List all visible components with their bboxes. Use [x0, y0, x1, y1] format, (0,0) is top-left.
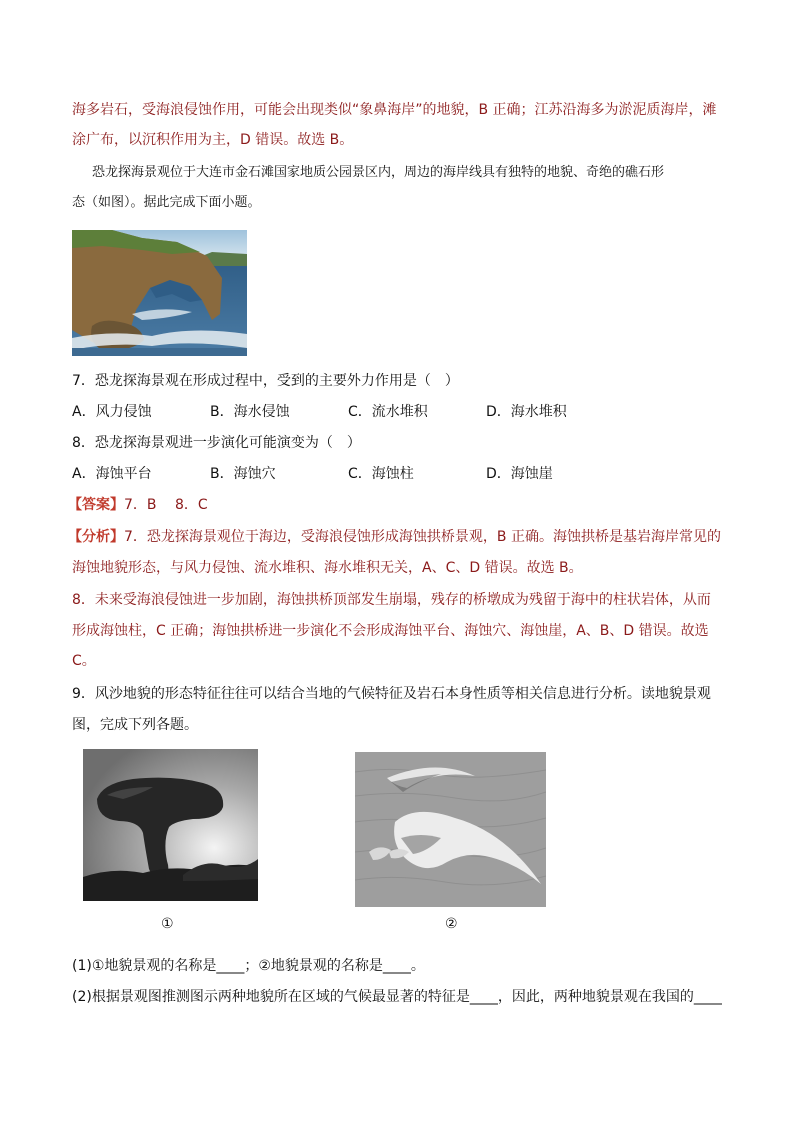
q8-option-b[interactable]: B．海蚀穴 — [210, 466, 276, 482]
analysis-label: 【分析】 — [68, 529, 124, 545]
analysis-line-1 — [68, 527, 721, 547]
prev-analysis-line-1: 海多岩石，受海浪侵蚀作用，可能会出现类似“象鼻海岸”的地貌，B 正确；江苏沿海多为淤泥质海岸，滩 — [72, 102, 717, 118]
q7-option-b[interactable]: B．海水侵蚀 — [210, 404, 290, 420]
q7-options — [72, 402, 732, 422]
intro-line-1: 恐龙探海景观位于大连市金石滩国家地质公园景区内，周边的海岸线具有独特的地貌、奇绝的礁石形 — [92, 165, 665, 180]
intro-line-2: 态（如图）。据此完成下面小题。 — [72, 195, 261, 210]
q7-stem: 7．恐龙探海景观在形成过程中，受到的主要外力作用是（ ） — [72, 373, 459, 389]
q8-stem: 8．恐龙探海景观进一步演化可能演变为（ ） — [72, 435, 361, 451]
analysis-line-2: 海蚀地貌形态，与风力侵蚀、流水堆积、海水堆积无关，A、C、D 错误。故选 B。 — [72, 560, 583, 576]
q7-option-d[interactable]: D．海水堆积 — [486, 404, 567, 420]
barchan-dune-photo — [355, 752, 546, 907]
answer-line — [68, 495, 208, 515]
sea-arch-photo — [72, 230, 247, 356]
mushroom-rock-photo — [83, 749, 258, 901]
q8-option-d[interactable]: D．海蚀崖 — [486, 466, 553, 482]
photo-caption-1: ① — [161, 916, 174, 932]
analysis-line-3: 8．未来受海浪侵蚀进一步加剧，海蚀拱桥顶部发生崩塌，残存的桥墩成为残留于海中的柱状岩体，从而 — [72, 592, 711, 608]
q9-line-2: 图，完成下列各题。 — [72, 717, 198, 733]
q7-option-c[interactable]: C．流水堆积 — [348, 404, 428, 420]
answer-label: 【答案】 — [68, 497, 124, 513]
analysis-line-4: 形成海蚀柱，C 正确；海蚀拱桥进一步演化不会形成海蚀平台、海蚀穴、海蚀崖，A、B、D 错误。故选 — [72, 623, 709, 639]
q9-sub-1: (1)①地貌景观的名称是____；②地貌景观的名称是____。 — [72, 958, 425, 974]
q8-options — [72, 464, 732, 484]
analysis-line-5: C。 — [72, 653, 96, 669]
q9-sub-2: (2)根据景观图推测图示两种地貌所在区域的气候最显著的特征是____，因此，两种地貌景观在我国的____ — [72, 989, 722, 1005]
q7-option-a[interactable]: A．风力侵蚀 — [72, 404, 152, 420]
q9-line-1: 9．风沙地貌的形态特征往往可以结合当地的气候特征及岩石本身性质等相关信息进行分析。读地貌景观 — [72, 686, 711, 702]
q8-option-c[interactable]: C．海蚀柱 — [348, 466, 414, 482]
analysis-text-1: 7．恐龙探海景观位于海边，受海浪侵蚀形成海蚀拱桥景观，B 正确。海蚀拱桥是基岩海岸常见的 — [124, 529, 721, 545]
photo-caption-2: ② — [445, 916, 458, 932]
prev-analysis-line-2: 涂广布，以沉积作用为主，D 错误。故选 B。 — [72, 132, 354, 148]
q8-option-a[interactable]: A．海蚀平台 — [72, 466, 152, 482]
answer-text: 7．B 8．C — [124, 497, 208, 513]
